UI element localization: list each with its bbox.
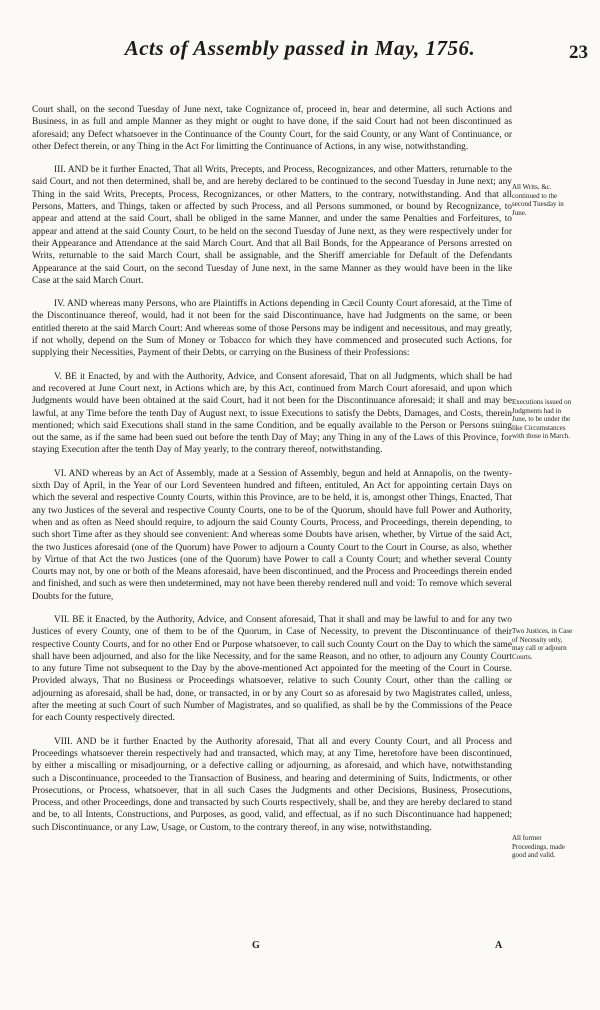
margin-note-writs: All Writs, &c. continued to the second Tuesday in June.: [512, 183, 564, 217]
signature-mark-left: G: [252, 940, 260, 951]
paragraph-section-6: VI. AND whereas by an Act of Assembly, made at a Session of Assembly, begun and held at Annapolis, on the twenty-sixth Day of April, in the Year of our Lord Seventeen hundred and fifteen, entituled, An Act for appointing certain Days on which the several and respective County Courts, within this Province, are to be held, it is, amongst other Things, Enacted, That any two Justices of the several and respective County Courts, one to be of the Quorum, should have full Power and Authority, when and as often as Need should require, to adjourn the said County Courts, Process, and Proceedings, therein depending, to such short Time after as they should see convenient: And whereas some Doubts have arisen, whether, by Virtue of the said Act, the two Justices aforesaid (one of the Quorum) have Power to adjourn a County Court to the Court in Course, as also, whether by Virtue of that Act the two Justices (one of the Quorum) have Power to call a County Court; and whether several County Courts may not, by one or both of the Means aforesaid, have been discontinued, and the Process and Proceedings therein ended and finished, and such as were then undetermined, may not have been thereby rendered null and void: To remove which several Doubts for the future,: [32, 468, 512, 602]
paragraph-continuation: Court shall, on the second Tuesday of June next, take Cognizance of, proceed in, hear and determine, all such Actions and Business, in as full and ample Manner as they might or ought to have done, if the said Court had not been discontinued as aforesaid; any Defect whatsoever in the Continuance of the County Court, for the said County, or any Want of Continuance, or other Defect therein, or any Thing in the Act For limitting the Continuance of Actions, in any wise, notwithstanding.: [32, 105, 512, 152]
paragraph-section-4: IV. AND whereas many Persons, who are Plaintiffs in Actions depending in Cæcil County Court aforesaid, at the Time of the Discontinuance thereof, would, had it not been for the said Discontinuance, have had Judgments on the same, or been entitled thereto at the said March Court: And whereas some of those Persons may be indigent and necessitous, and may greatly, if not wholly, depend on the Sum of Money or Tobacco for which they have commenced and prosecuted such Actions, for supplying their Necessities, Payment of their Debts, or carrying on the Business of their Professions:: [32, 299, 512, 359]
signature-mark-right: A: [495, 940, 503, 951]
page-number: 23: [569, 42, 588, 63]
body-text: [32, 104, 512, 845]
paragraph-section-5: V. BE it Enacted, by and with the Authority, Advice, and Consent aforesaid, That on all Judgments, which shall be had and recovered at June Court next, in Actions which are, by this Act, continued from March Court aforesaid, and upon which Judgments would have been obtained at the said Court, had it not been for the Discontinuance aforesaid; it shall and may be lawful, at any Time before the tenth Day of August next, to issue Executions to satisfy the Debts, Damages, and Costs, therein mentioned; which said Executions shall stand in the same Condition, and be equally available to the Person or Persons suing out the same, as if the same had been sued out before the tenth Day of May; any Thing in any of the Laws of this Province, for staying Execution after the tenth Day of May yearly, to the contrary thereof, notwithstanding.: [32, 371, 512, 456]
margin-note-two-justices: Two Justices, in Case of Necessity only, may call or adjourn Courts.: [512, 627, 573, 661]
margin-note-former-proceedings: All former Proceedings, made good and valid.: [512, 834, 565, 859]
page-title: Acts of Assembly passed in May, 1756.: [124, 36, 476, 60]
paragraph-section-8: VIII. AND be it further Enacted by the Authority aforesaid, That all and every County Court, and all Process and Proceedings whatsoever therein respectively had and transacted, which may, at any Time, heretofore have been discontinued, by either a miscalling or misadjourning, or a defective calling or adjourning, as aforesaid, and which have, notwithstanding such a Discontinuance, proceeded to the Transaction of Business, and hearing and determining of Suits, Indictments, or other Prosecutions, or Process, whatsoever, that in all such Cases the Judgments and other Decisions, Business, Prosecutions, Process, and other Proceedings, done and transacted by such Courts respectively, shall be, and they are hereby declared to stand and be, to all Intents, Constructions, and Purposes, as good, valid, and effectual, as if no such Discontinuance had happened; such Discontinuance, or any Law, Usage, or Custom, to the contrary thereof, in any wise, notwithstanding.: [32, 736, 512, 833]
margin-note-executions: Executions issued on Judgments had in June, to be under the like Circumstances with those in March.: [512, 398, 572, 440]
paragraph-section-3: III. AND be it further Enacted, That all Writs, Precepts, and Process, Recognizances, and other Matters, returnable to the said Court, and not then determined, shall be, and are hereby declared to be continued to the second Tuesday in June next; any Thing in the said Writs, Precepts, Process, Recognizances, or other Matters, to the contrary, notwithstanding. And that all Persons, Matters, and Things, taken or affected by such Process, and all Persons summoned, or bound by Recognizance, to appear and attend at the said Court, shall be obliged in the same Manner, and under the same Penalties and Forfeitures, to appear and attend at the said County Court, to be held on the second Tuesday of June next, as they were respectively under for their Appearance and Attendance at the said March Court. And that all Bail Bonds, for the Appearance of Persons arrested on Writs, returnable to the said March Court, shall be assignable, and the Sheriff amerciable for Default of the Defendants Appearance at the said Court, on the second Tuesday of June next, in the same Manner as they would have been in the like Case at the said March Court.: [32, 165, 512, 286]
paragraph-section-7: VII. BE it Enacted, by the Authority, Advice, and Consent aforesaid, That it shall and may be lawful to and for any two Justices of every County, one of them to be of the Quorum, in Case of Necessity, to prevent the Discontinuance of their respective County Courts, and for no other End or Purpose whatsoever, to call such County Court on the Day to which the same shall have been adjourned, and also for the like Necessity, and for the same Reason, and no other, to adjourn any County Court to any future Time not subsequent to the Day by the above-mentioned Act appointed for the meeting of the Court in Course. Provided always, That no Business or Proceedings whatsoever, relative to such County Court, other than the calling or adjourning as aforesaid, shall be had, done, or transacted, in or by any Court so as aforesaid by two Magistrates called, unless, after the meeting at such Court of such Number of Magistrates, and so qualified, as shall be by the Commissions of the Peace for each County respectively directed.: [32, 614, 512, 724]
